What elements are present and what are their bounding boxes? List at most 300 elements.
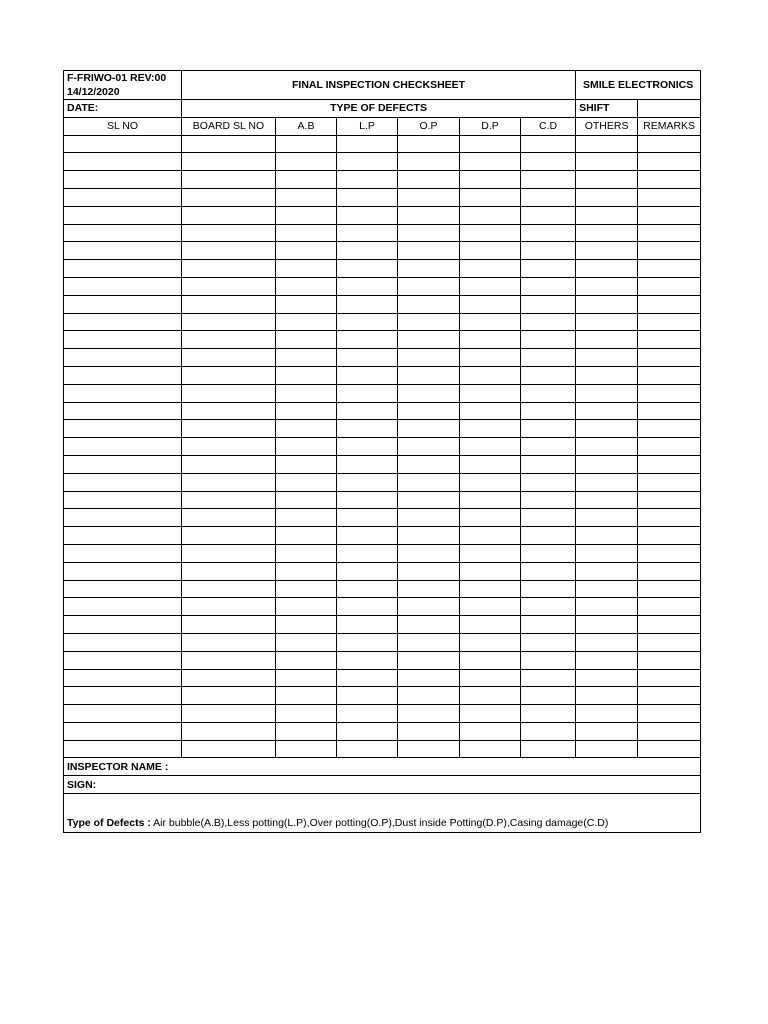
op-field[interactable] <box>398 527 460 545</box>
op-field[interactable] <box>398 242 460 260</box>
sl-no-field[interactable] <box>64 171 182 189</box>
op-field[interactable] <box>398 455 460 473</box>
dp-field[interactable] <box>460 260 521 278</box>
ab-field[interactable] <box>276 171 337 189</box>
board-sl-no-field[interactable] <box>182 527 276 545</box>
board-sl-no-field[interactable] <box>182 384 276 402</box>
others-field[interactable] <box>576 135 638 153</box>
others-field[interactable] <box>576 722 638 740</box>
dp-field[interactable] <box>460 349 521 367</box>
dp-field[interactable] <box>460 705 521 723</box>
dp-field[interactable] <box>460 740 521 758</box>
remarks-field[interactable] <box>638 188 701 206</box>
ab-field[interactable] <box>276 420 337 438</box>
cd-field[interactable] <box>521 420 576 438</box>
lp-field[interactable] <box>337 651 398 669</box>
cd-field[interactable] <box>521 384 576 402</box>
lp-field[interactable] <box>337 135 398 153</box>
op-field[interactable] <box>398 491 460 509</box>
dp-field[interactable] <box>460 580 521 598</box>
ab-field[interactable] <box>276 722 337 740</box>
ab-field[interactable] <box>276 331 337 349</box>
dp-field[interactable] <box>460 651 521 669</box>
sl-no-field[interactable] <box>64 687 182 705</box>
ab-field[interactable] <box>276 313 337 331</box>
sl-no-field[interactable] <box>64 206 182 224</box>
ab-field[interactable] <box>276 687 337 705</box>
dp-field[interactable] <box>460 384 521 402</box>
lp-field[interactable] <box>337 420 398 438</box>
remarks-field[interactable] <box>638 580 701 598</box>
ab-field[interactable] <box>276 705 337 723</box>
others-field[interactable] <box>576 669 638 687</box>
op-field[interactable] <box>398 384 460 402</box>
lp-field[interactable] <box>337 384 398 402</box>
sl-no-field[interactable] <box>64 544 182 562</box>
others-field[interactable] <box>576 544 638 562</box>
remarks-field[interactable] <box>638 509 701 527</box>
ab-field[interactable] <box>276 598 337 616</box>
ab-field[interactable] <box>276 438 337 456</box>
op-field[interactable] <box>398 509 460 527</box>
shift-value-field[interactable] <box>638 100 701 118</box>
sl-no-field[interactable] <box>64 260 182 278</box>
others-field[interactable] <box>576 509 638 527</box>
remarks-field[interactable] <box>638 562 701 580</box>
lp-field[interactable] <box>337 473 398 491</box>
cd-field[interactable] <box>521 295 576 313</box>
sl-no-field[interactable] <box>64 580 182 598</box>
cd-field[interactable] <box>521 491 576 509</box>
board-sl-no-field[interactable] <box>182 153 276 171</box>
others-field[interactable] <box>576 740 638 758</box>
others-field[interactable] <box>576 420 638 438</box>
ab-field[interactable] <box>276 135 337 153</box>
remarks-field[interactable] <box>638 171 701 189</box>
remarks-field[interactable] <box>638 740 701 758</box>
lp-field[interactable] <box>337 438 398 456</box>
board-sl-no-field[interactable] <box>182 705 276 723</box>
sl-no-field[interactable] <box>64 313 182 331</box>
remarks-field[interactable] <box>638 491 701 509</box>
board-sl-no-field[interactable] <box>182 455 276 473</box>
board-sl-no-field[interactable] <box>182 420 276 438</box>
ab-field[interactable] <box>276 277 337 295</box>
ab-field[interactable] <box>276 242 337 260</box>
dp-field[interactable] <box>460 153 521 171</box>
sl-no-field[interactable] <box>64 527 182 545</box>
ab-field[interactable] <box>276 153 337 171</box>
dp-field[interactable] <box>460 135 521 153</box>
others-field[interactable] <box>576 616 638 634</box>
cd-field[interactable] <box>521 598 576 616</box>
dp-field[interactable] <box>460 509 521 527</box>
lp-field[interactable] <box>337 349 398 367</box>
op-field[interactable] <box>398 313 460 331</box>
sl-no-field[interactable] <box>64 188 182 206</box>
ab-field[interactable] <box>276 402 337 420</box>
others-field[interactable] <box>576 633 638 651</box>
ab-field[interactable] <box>276 295 337 313</box>
op-field[interactable] <box>398 206 460 224</box>
cd-field[interactable] <box>521 527 576 545</box>
sl-no-field[interactable] <box>64 491 182 509</box>
remarks-field[interactable] <box>638 277 701 295</box>
cd-field[interactable] <box>521 509 576 527</box>
sl-no-field[interactable] <box>64 598 182 616</box>
dp-field[interactable] <box>460 242 521 260</box>
board-sl-no-field[interactable] <box>182 509 276 527</box>
op-field[interactable] <box>398 580 460 598</box>
remarks-field[interactable] <box>638 349 701 367</box>
op-field[interactable] <box>398 651 460 669</box>
dp-field[interactable] <box>460 722 521 740</box>
sl-no-field[interactable] <box>64 722 182 740</box>
others-field[interactable] <box>576 277 638 295</box>
ab-field[interactable] <box>276 473 337 491</box>
dp-field[interactable] <box>460 598 521 616</box>
remarks-field[interactable] <box>638 135 701 153</box>
ab-field[interactable] <box>276 527 337 545</box>
others-field[interactable] <box>576 295 638 313</box>
lp-field[interactable] <box>337 277 398 295</box>
others-field[interactable] <box>576 153 638 171</box>
sl-no-field[interactable] <box>64 616 182 634</box>
dp-field[interactable] <box>460 206 521 224</box>
remarks-field[interactable] <box>638 616 701 634</box>
dp-field[interactable] <box>460 224 521 242</box>
remarks-field[interactable] <box>638 598 701 616</box>
ab-field[interactable] <box>276 206 337 224</box>
others-field[interactable] <box>576 598 638 616</box>
ab-field[interactable] <box>276 455 337 473</box>
lp-field[interactable] <box>337 295 398 313</box>
op-field[interactable] <box>398 349 460 367</box>
remarks-field[interactable] <box>638 420 701 438</box>
cd-field[interactable] <box>521 171 576 189</box>
ab-field[interactable] <box>276 580 337 598</box>
ab-field[interactable] <box>276 188 337 206</box>
lp-field[interactable] <box>337 562 398 580</box>
lp-field[interactable] <box>337 366 398 384</box>
remarks-field[interactable] <box>638 242 701 260</box>
dp-field[interactable] <box>460 295 521 313</box>
sl-no-field[interactable] <box>64 420 182 438</box>
dp-field[interactable] <box>460 455 521 473</box>
others-field[interactable] <box>576 705 638 723</box>
sl-no-field[interactable] <box>64 295 182 313</box>
lp-field[interactable] <box>337 705 398 723</box>
others-field[interactable] <box>576 224 638 242</box>
sl-no-field[interactable] <box>64 402 182 420</box>
op-field[interactable] <box>398 598 460 616</box>
remarks-field[interactable] <box>638 544 701 562</box>
cd-field[interactable] <box>521 740 576 758</box>
ab-field[interactable] <box>276 633 337 651</box>
lp-field[interactable] <box>337 527 398 545</box>
board-sl-no-field[interactable] <box>182 616 276 634</box>
op-field[interactable] <box>398 740 460 758</box>
others-field[interactable] <box>576 491 638 509</box>
op-field[interactable] <box>398 420 460 438</box>
ab-field[interactable] <box>276 544 337 562</box>
others-field[interactable] <box>576 188 638 206</box>
board-sl-no-field[interactable] <box>182 313 276 331</box>
board-sl-no-field[interactable] <box>182 651 276 669</box>
board-sl-no-field[interactable] <box>182 242 276 260</box>
op-field[interactable] <box>398 171 460 189</box>
sl-no-field[interactable] <box>64 153 182 171</box>
remarks-field[interactable] <box>638 402 701 420</box>
cd-field[interactable] <box>521 616 576 634</box>
ab-field[interactable] <box>276 260 337 278</box>
lp-field[interactable] <box>337 242 398 260</box>
cd-field[interactable] <box>521 206 576 224</box>
ab-field[interactable] <box>276 224 337 242</box>
board-sl-no-field[interactable] <box>182 438 276 456</box>
board-sl-no-field[interactable] <box>182 562 276 580</box>
op-field[interactable] <box>398 188 460 206</box>
remarks-field[interactable] <box>638 633 701 651</box>
others-field[interactable] <box>576 455 638 473</box>
cd-field[interactable] <box>521 135 576 153</box>
remarks-field[interactable] <box>638 651 701 669</box>
lp-field[interactable] <box>337 402 398 420</box>
op-field[interactable] <box>398 438 460 456</box>
op-field[interactable] <box>398 669 460 687</box>
op-field[interactable] <box>398 135 460 153</box>
board-sl-no-field[interactable] <box>182 687 276 705</box>
sl-no-field[interactable] <box>64 242 182 260</box>
dp-field[interactable] <box>460 562 521 580</box>
ab-field[interactable] <box>276 366 337 384</box>
board-sl-no-field[interactable] <box>182 740 276 758</box>
lp-field[interactable] <box>337 260 398 278</box>
dp-field[interactable] <box>460 473 521 491</box>
op-field[interactable] <box>398 687 460 705</box>
lp-field[interactable] <box>337 616 398 634</box>
board-sl-no-field[interactable] <box>182 188 276 206</box>
sl-no-field[interactable] <box>64 669 182 687</box>
op-field[interactable] <box>398 544 460 562</box>
lp-field[interactable] <box>337 509 398 527</box>
sl-no-field[interactable] <box>64 277 182 295</box>
cd-field[interactable] <box>521 188 576 206</box>
dp-field[interactable] <box>460 277 521 295</box>
op-field[interactable] <box>398 260 460 278</box>
lp-field[interactable] <box>337 722 398 740</box>
others-field[interactable] <box>576 651 638 669</box>
sl-no-field[interactable] <box>64 224 182 242</box>
sl-no-field[interactable] <box>64 740 182 758</box>
dp-field[interactable] <box>460 366 521 384</box>
ab-field[interactable] <box>276 349 337 367</box>
sl-no-field[interactable] <box>64 438 182 456</box>
op-field[interactable] <box>398 366 460 384</box>
cd-field[interactable] <box>521 722 576 740</box>
op-field[interactable] <box>398 153 460 171</box>
op-field[interactable] <box>398 616 460 634</box>
board-sl-no-field[interactable] <box>182 598 276 616</box>
board-sl-no-field[interactable] <box>182 277 276 295</box>
lp-field[interactable] <box>337 188 398 206</box>
lp-field[interactable] <box>337 580 398 598</box>
cd-field[interactable] <box>521 349 576 367</box>
others-field[interactable] <box>576 580 638 598</box>
others-field[interactable] <box>576 366 638 384</box>
remarks-field[interactable] <box>638 455 701 473</box>
sl-no-field[interactable] <box>64 651 182 669</box>
ab-field[interactable] <box>276 669 337 687</box>
remarks-field[interactable] <box>638 669 701 687</box>
remarks-field[interactable] <box>638 473 701 491</box>
lp-field[interactable] <box>337 171 398 189</box>
ab-field[interactable] <box>276 491 337 509</box>
cd-field[interactable] <box>521 580 576 598</box>
remarks-field[interactable] <box>638 438 701 456</box>
sl-no-field[interactable] <box>64 135 182 153</box>
lp-field[interactable] <box>337 491 398 509</box>
ab-field[interactable] <box>276 509 337 527</box>
cd-field[interactable] <box>521 705 576 723</box>
ab-field[interactable] <box>276 740 337 758</box>
board-sl-no-field[interactable] <box>182 260 276 278</box>
lp-field[interactable] <box>337 687 398 705</box>
lp-field[interactable] <box>337 331 398 349</box>
cd-field[interactable] <box>521 153 576 171</box>
cd-field[interactable] <box>521 687 576 705</box>
board-sl-no-field[interactable] <box>182 402 276 420</box>
op-field[interactable] <box>398 331 460 349</box>
others-field[interactable] <box>576 349 638 367</box>
lp-field[interactable] <box>337 224 398 242</box>
others-field[interactable] <box>576 313 638 331</box>
remarks-field[interactable] <box>638 366 701 384</box>
dp-field[interactable] <box>460 313 521 331</box>
remarks-field[interactable] <box>638 527 701 545</box>
remarks-field[interactable] <box>638 153 701 171</box>
cd-field[interactable] <box>521 277 576 295</box>
board-sl-no-field[interactable] <box>182 349 276 367</box>
others-field[interactable] <box>576 260 638 278</box>
cd-field[interactable] <box>521 669 576 687</box>
dp-field[interactable] <box>460 331 521 349</box>
op-field[interactable] <box>398 277 460 295</box>
cd-field[interactable] <box>521 473 576 491</box>
dp-field[interactable] <box>460 687 521 705</box>
board-sl-no-field[interactable] <box>182 633 276 651</box>
cd-field[interactable] <box>521 651 576 669</box>
dp-field[interactable] <box>460 438 521 456</box>
sl-no-field[interactable] <box>64 331 182 349</box>
others-field[interactable] <box>576 687 638 705</box>
dp-field[interactable] <box>460 171 521 189</box>
board-sl-no-field[interactable] <box>182 295 276 313</box>
cd-field[interactable] <box>521 366 576 384</box>
op-field[interactable] <box>398 722 460 740</box>
others-field[interactable] <box>576 527 638 545</box>
cd-field[interactable] <box>521 402 576 420</box>
sl-no-field[interactable] <box>64 562 182 580</box>
others-field[interactable] <box>576 562 638 580</box>
sl-no-field[interactable] <box>64 349 182 367</box>
board-sl-no-field[interactable] <box>182 491 276 509</box>
remarks-field[interactable] <box>638 687 701 705</box>
remarks-field[interactable] <box>638 313 701 331</box>
board-sl-no-field[interactable] <box>182 366 276 384</box>
others-field[interactable] <box>576 384 638 402</box>
dp-field[interactable] <box>460 669 521 687</box>
others-field[interactable] <box>576 438 638 456</box>
lp-field[interactable] <box>337 633 398 651</box>
board-sl-no-field[interactable] <box>182 331 276 349</box>
cd-field[interactable] <box>521 242 576 260</box>
sl-no-field[interactable] <box>64 384 182 402</box>
sl-no-field[interactable] <box>64 509 182 527</box>
board-sl-no-field[interactable] <box>182 135 276 153</box>
board-sl-no-field[interactable] <box>182 171 276 189</box>
cd-field[interactable] <box>521 633 576 651</box>
others-field[interactable] <box>576 206 638 224</box>
remarks-field[interactable] <box>638 206 701 224</box>
lp-field[interactable] <box>337 598 398 616</box>
dp-field[interactable] <box>460 491 521 509</box>
board-sl-no-field[interactable] <box>182 473 276 491</box>
lp-field[interactable] <box>337 740 398 758</box>
sl-no-field[interactable] <box>64 366 182 384</box>
cd-field[interactable] <box>521 544 576 562</box>
dp-field[interactable] <box>460 544 521 562</box>
others-field[interactable] <box>576 331 638 349</box>
remarks-field[interactable] <box>638 260 701 278</box>
dp-field[interactable] <box>460 527 521 545</box>
dp-field[interactable] <box>460 420 521 438</box>
dp-field[interactable] <box>460 188 521 206</box>
remarks-field[interactable] <box>638 224 701 242</box>
cd-field[interactable] <box>521 313 576 331</box>
sl-no-field[interactable] <box>64 705 182 723</box>
dp-field[interactable] <box>460 402 521 420</box>
remarks-field[interactable] <box>638 722 701 740</box>
board-sl-no-field[interactable] <box>182 722 276 740</box>
remarks-field[interactable] <box>638 295 701 313</box>
ab-field[interactable] <box>276 384 337 402</box>
cd-field[interactable] <box>521 331 576 349</box>
lp-field[interactable] <box>337 313 398 331</box>
ab-field[interactable] <box>276 651 337 669</box>
others-field[interactable] <box>576 473 638 491</box>
board-sl-no-field[interactable] <box>182 224 276 242</box>
ab-field[interactable] <box>276 562 337 580</box>
op-field[interactable] <box>398 473 460 491</box>
op-field[interactable] <box>398 295 460 313</box>
cd-field[interactable] <box>521 438 576 456</box>
board-sl-no-field[interactable] <box>182 206 276 224</box>
lp-field[interactable] <box>337 455 398 473</box>
lp-field[interactable] <box>337 206 398 224</box>
ab-field[interactable] <box>276 616 337 634</box>
cd-field[interactable] <box>521 224 576 242</box>
op-field[interactable] <box>398 224 460 242</box>
others-field[interactable] <box>576 242 638 260</box>
remarks-field[interactable] <box>638 384 701 402</box>
cd-field[interactable] <box>521 455 576 473</box>
remarks-field[interactable] <box>638 705 701 723</box>
sl-no-field[interactable] <box>64 473 182 491</box>
lp-field[interactable] <box>337 669 398 687</box>
lp-field[interactable] <box>337 544 398 562</box>
sl-no-field[interactable] <box>64 633 182 651</box>
